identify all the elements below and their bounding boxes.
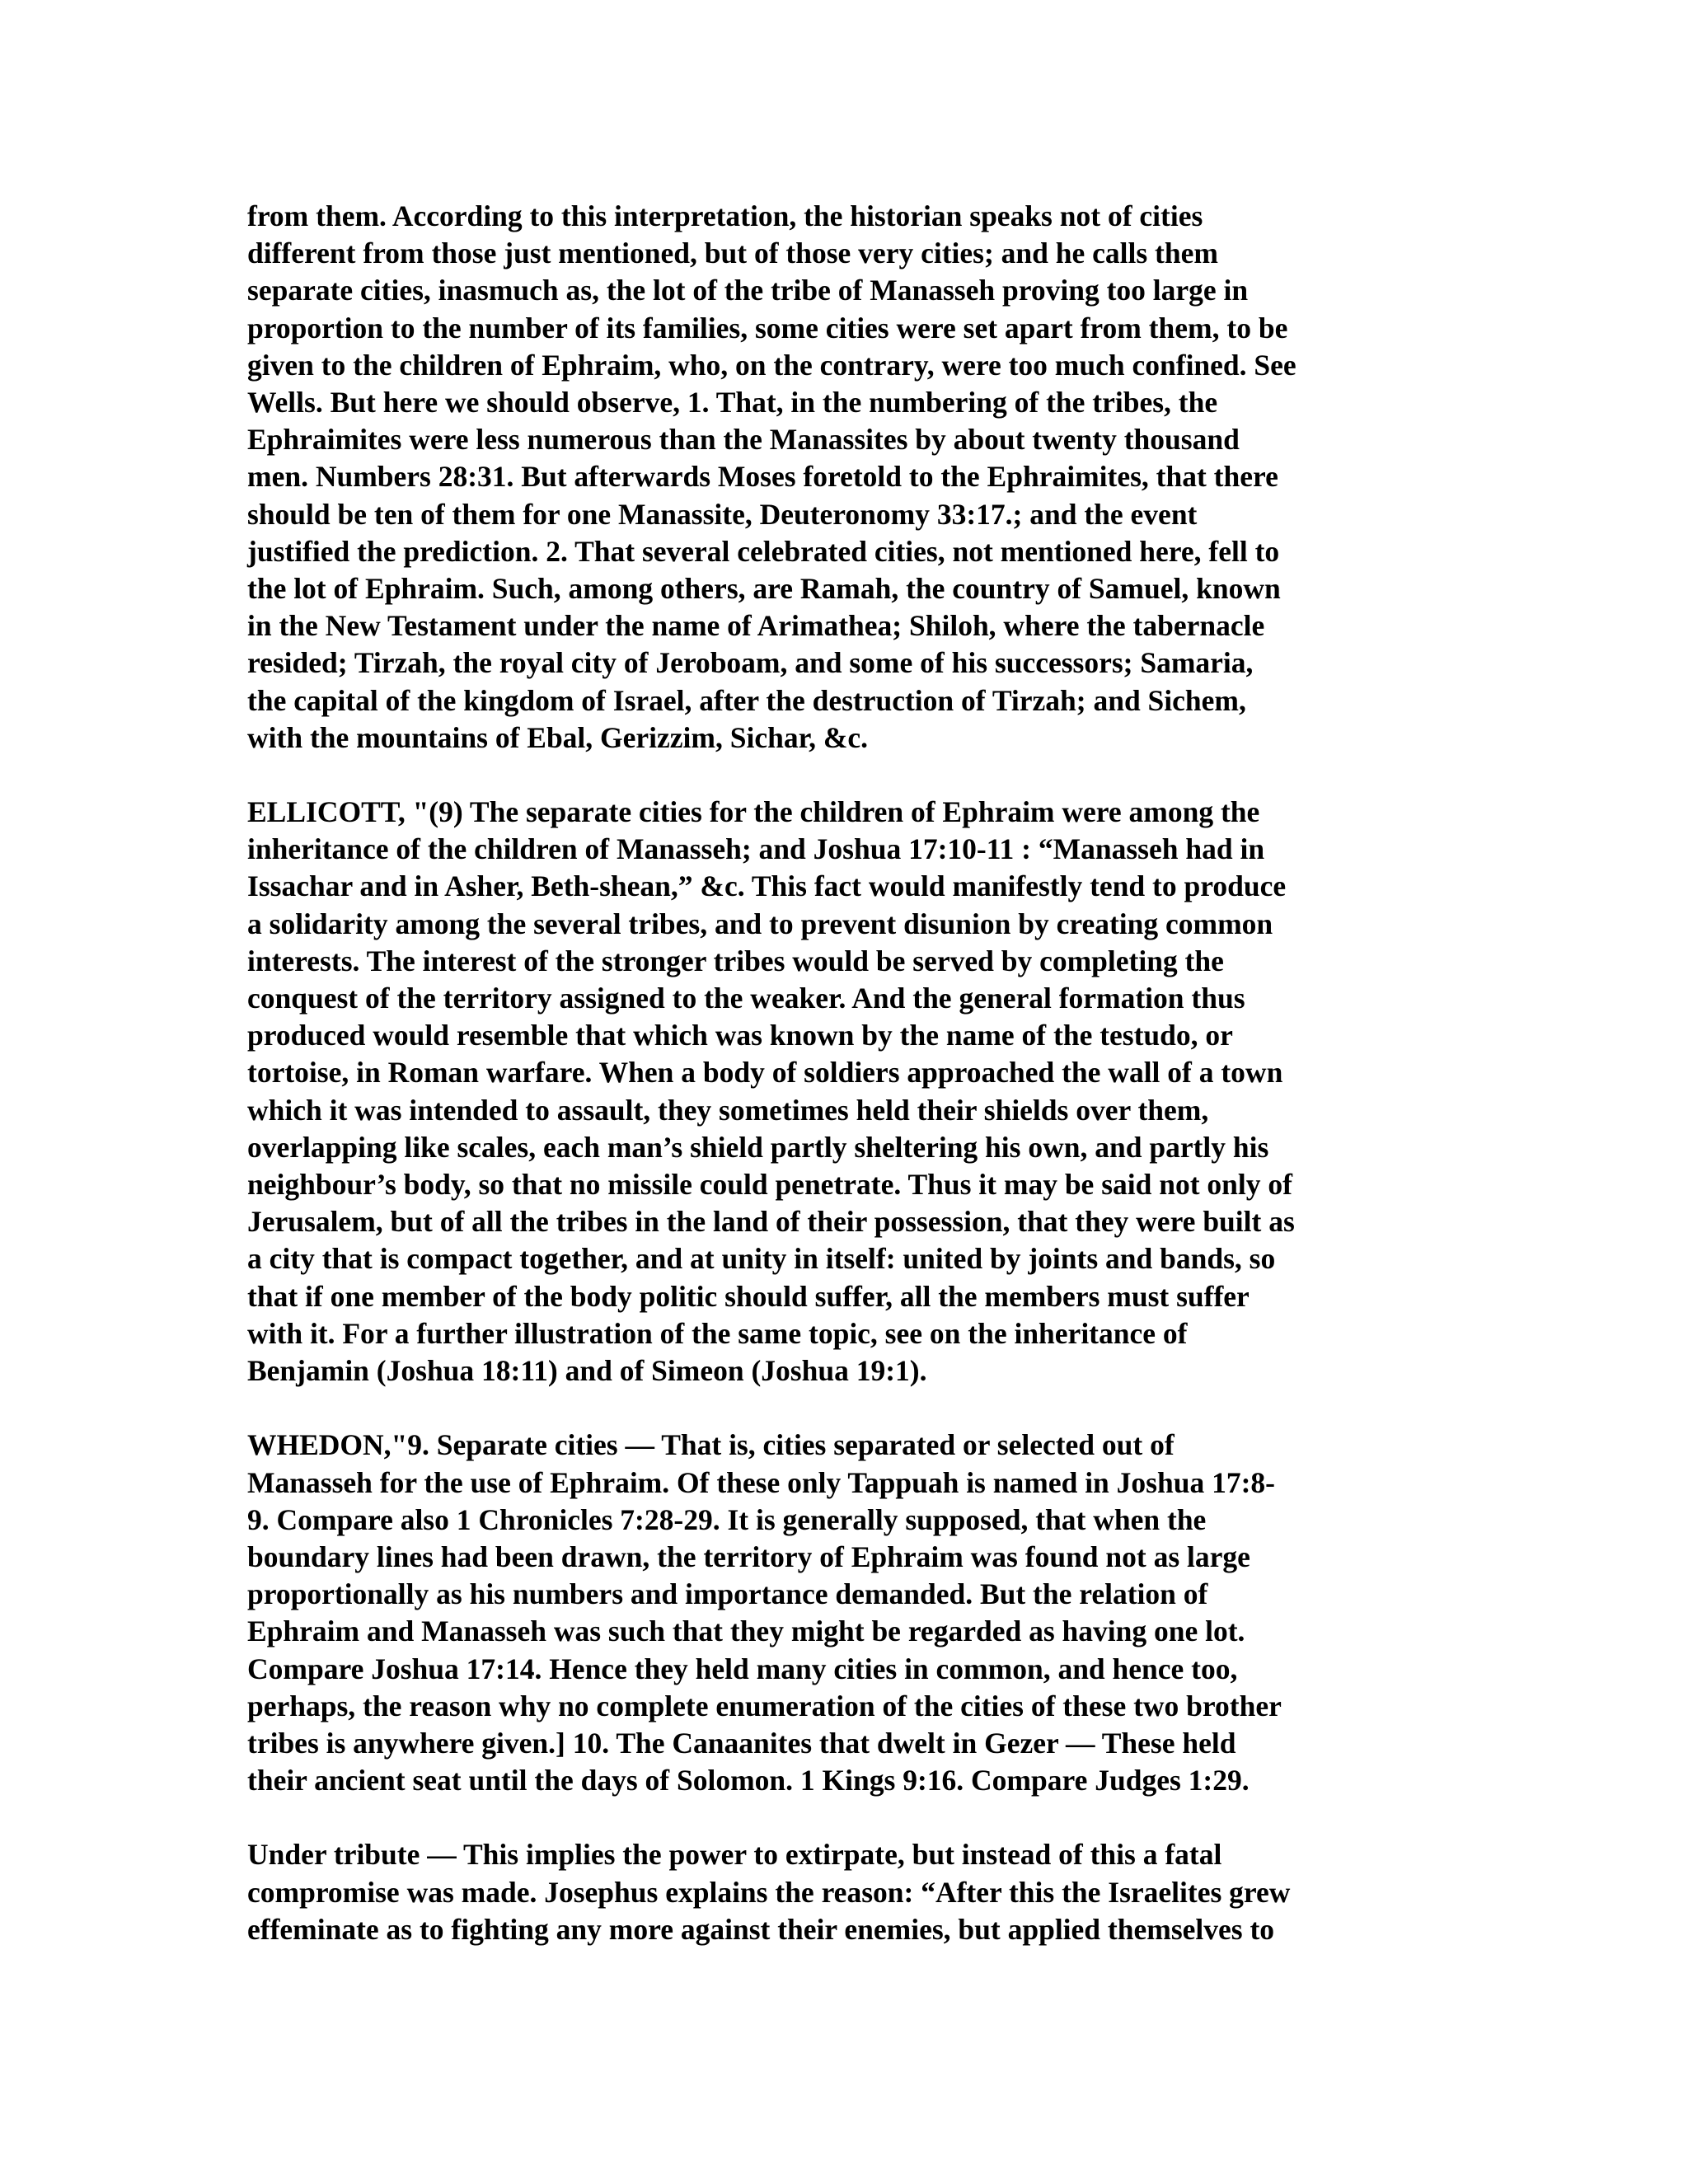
paragraph-under-tribute: Under tribute — This implies the power to extirpate, but instead of this a fatal compromise was made. Josephus explains the reason: “After this the Israelites grew effeminate as to fighting any more against their enemies, but applied themselves to bbox=[247, 1838, 1291, 1946]
paragraph-whedon: WHEDON,"9. Separate cities — That is, cities separated or selected out of Manasseh for the use of Ephraim. Of these only Tappuah is named in Joshua 17:8- 9. Compare also 1 Chronicles 7:28-29. It is generally supposed, that when the boundary lines had been drawn, the territory of Ephraim was found not as large proportionally as his numbers and importance demanded. But the relation of Ephraim and Manasseh was such that they might be regarded as having one lot. Compare Joshua 17:14. Hence they held many cities in common, and hence too, perhaps, the reason why no complete enumeration of the cities of these two brother tribes is anywhere given.] 10. The Canaanites that dwelt in Gezer — These held their ancient seat until the days of Solomon. 1 Kings 9:16. Compare Judges 1:29. bbox=[247, 1428, 1282, 1797]
body-text bbox=[247, 198, 1451, 1948]
paragraph-ephraim-cities: from them. According to this interpretation, the historian speaks not of cities different from those just mentioned, but of those very cities; and he calls them separate cities, inasmuch as, the lot of the tribe of Manasseh proving too large in proportion to the number of its families, some cities were set apart from them, to be given to the children of Ephraim, who, on the contrary, were too much confined. See Wells. But here we should observe, 1. That, in the numbering of the tribes, the Ephraimites were less numerous than the Manassites by about twenty thousand men. Numbers 28:31. But afterwards Moses foretold to the Ephraimites, that there should be ten of them for one Manassite, Deuteronomy 33:17.; and the event justified the prediction. 2. That several celebrated cities, not mentioned here, fell to the lot of Ephraim. Such, among others, are Ramah, the country of Samuel, known in the New Testament under the name of Arimathea; Shiloh, where the tabernacle resided; Tirzah, the royal city of Jeroboam, and some of his successors; Samaria, the capital of the kingdom of Israel, after the destruction of Tirzah; and Sichem, with the mountains of Ebal, Gerizzim, Sichar, &c. bbox=[247, 199, 1296, 754]
paragraph-ellicott: ELLICOTT, "(9) The separate cities for the children of Ephraim were among the inheritance of the children of Manasseh; and Joshua 17:10-11 : “Manasseh had in Issachar and in Asher, Beth-shean,” &c. This fact would manifestly tend to produce a solidarity among the several tribes, and to prevent disunion by creating common interests. The interest of the stronger tribes would be served by completing the conquest of the territory assigned to the weaker. And the general formation thus produced would resemble that which was known by the name of the testudo, or tortoise, in Roman warfare. When a body of soldiers approached the wall of a town which it was intended to assault, they sometimes held their shields over them, overlapping like scales, each man’s shield partly sheltering his own, and partly his neighbour’s body, so that no missile could penetrate. Thus it may be said not only of Jerusalem, but of all the tribes in the land of their possession, that they were built as a city that is compact together, and at unity in itself: united by joints and bands, so that if one member of the body politic should suffer, all the members must suffer with it. For a further illustration of the same topic, see on the inheritance of Benjamin (Joshua 18:11) and of Simeon (Joshua 19:1). bbox=[247, 795, 1295, 1388]
